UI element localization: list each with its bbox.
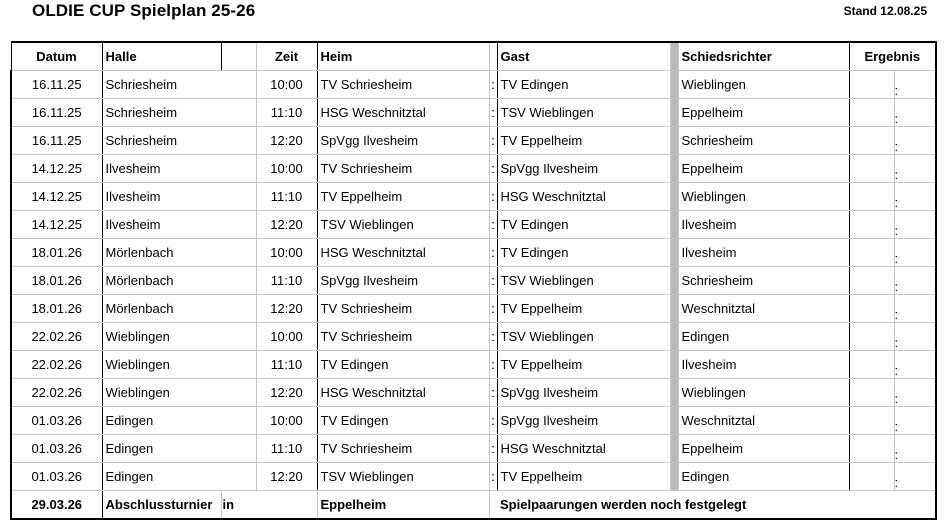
header-schiedsrichter: Schiedsrichter xyxy=(678,42,849,71)
cell-gast: TV Edingen xyxy=(497,239,670,267)
cell-ergebnis-heim[interactable] xyxy=(849,351,894,379)
cell-ergebnis-heim[interactable] xyxy=(849,183,894,211)
cell-schiedsrichter: Weschnitztal xyxy=(678,407,849,435)
cell-halle: Schriesheim xyxy=(102,71,256,99)
cell-zeit: 10:00 xyxy=(256,239,317,267)
cell-separator: : xyxy=(489,127,497,155)
cell-separator: : xyxy=(489,323,497,351)
score-colon: : xyxy=(894,83,899,98)
cell-datum: 22.02.26 xyxy=(11,323,102,351)
cell-schiedsrichter: Weschnitztal xyxy=(678,295,849,323)
grey-divider xyxy=(670,351,678,379)
cell-ergebnis-gast[interactable] xyxy=(894,379,936,407)
status-date: Stand 12.08.25 xyxy=(843,4,927,18)
header-heim: Heim xyxy=(317,42,489,71)
schedule-table xyxy=(10,41,937,520)
cell-halle: Ilvesheim xyxy=(102,211,256,239)
table-row xyxy=(11,127,936,155)
cell-datum: 22.02.26 xyxy=(11,379,102,407)
cell-gast: TV Edingen xyxy=(497,71,670,99)
cell-halle: Wieblingen xyxy=(102,323,256,351)
cell-separator: : xyxy=(489,295,497,323)
table-row xyxy=(11,239,936,267)
cell-ergebnis-gast[interactable] xyxy=(894,127,936,155)
footer-datum: 29.03.26 xyxy=(11,491,102,520)
cell-ergebnis-heim[interactable] xyxy=(849,463,894,491)
cell-zeit: 10:00 xyxy=(256,407,317,435)
cell-zeit: 12:20 xyxy=(256,295,317,323)
cell-separator: : xyxy=(489,211,497,239)
cell-schiedsrichter: Schriesheim xyxy=(678,267,849,295)
cell-schiedsrichter: Wieblingen xyxy=(678,71,849,99)
header-gast: Gast xyxy=(497,42,670,71)
page-title: OLDIE CUP Spielplan 25-26 xyxy=(32,1,256,20)
header-halle: Halle xyxy=(102,42,221,71)
table-row xyxy=(11,99,936,127)
cell-schiedsrichter: Edingen xyxy=(678,463,849,491)
cell-schiedsrichter: Wieblingen xyxy=(678,183,849,211)
score-colon: : xyxy=(894,223,899,238)
cell-schiedsrichter: Ilvesheim xyxy=(678,351,849,379)
cell-ergebnis-heim[interactable] xyxy=(849,379,894,407)
score-colon: : xyxy=(894,335,899,350)
cell-heim: TV Schriesheim xyxy=(317,435,489,463)
cell-datum: 14.12.25 xyxy=(11,211,102,239)
cell-zeit: 11:10 xyxy=(256,267,317,295)
cell-separator: : xyxy=(489,463,497,491)
cell-ergebnis-heim[interactable] xyxy=(849,127,894,155)
score-colon: : xyxy=(894,279,899,294)
cell-halle: Mörlenbach xyxy=(102,239,256,267)
cell-gast: SpVgg Ilvesheim xyxy=(497,155,670,183)
cell-halle: Wieblingen xyxy=(102,351,256,379)
grey-divider xyxy=(670,99,678,127)
cell-gast: TV Edingen xyxy=(497,211,670,239)
cell-gast: HSG Weschnitztal xyxy=(497,183,670,211)
cell-schiedsrichter: Ilvesheim xyxy=(678,239,849,267)
cell-schiedsrichter: Wieblingen xyxy=(678,379,849,407)
cell-gast: TSV Wieblingen xyxy=(497,323,670,351)
header-datum: Datum xyxy=(11,42,102,71)
cell-separator: : xyxy=(489,435,497,463)
grey-divider xyxy=(670,267,678,295)
table-row xyxy=(11,211,936,239)
grey-divider xyxy=(670,463,678,491)
cell-ergebnis-heim[interactable] xyxy=(849,435,894,463)
cell-heim: SpVgg Ilvesheim xyxy=(317,267,489,295)
cell-heim: TV Eppelheim xyxy=(317,183,489,211)
cell-zeit: 10:00 xyxy=(256,323,317,351)
cell-ergebnis-gast[interactable] xyxy=(894,239,936,267)
cell-datum: 16.11.25 xyxy=(11,71,102,99)
grey-divider xyxy=(670,127,678,155)
cell-datum: 01.03.26 xyxy=(11,407,102,435)
score-colon: : xyxy=(894,139,899,154)
cell-gast: TSV Wieblingen xyxy=(497,99,670,127)
cell-ergebnis-heim[interactable] xyxy=(849,323,894,351)
cell-gast: TV Eppelheim xyxy=(497,351,670,379)
cell-halle: Schriesheim xyxy=(102,99,256,127)
grey-divider xyxy=(670,155,678,183)
cell-schiedsrichter: Ilvesheim xyxy=(678,211,849,239)
cell-separator: : xyxy=(489,379,497,407)
cell-halle: Edingen xyxy=(102,407,256,435)
cell-datum: 16.11.25 xyxy=(11,99,102,127)
cell-ergebnis-gast[interactable] xyxy=(894,435,936,463)
table-row xyxy=(11,71,936,99)
cell-separator: : xyxy=(489,239,497,267)
cell-datum: 14.12.25 xyxy=(11,155,102,183)
cell-ergebnis-heim[interactable] xyxy=(849,211,894,239)
cell-schiedsrichter: Schriesheim xyxy=(678,127,849,155)
cell-zeit: 10:00 xyxy=(256,155,317,183)
cell-schiedsrichter: Eppelheim xyxy=(678,155,849,183)
cell-halle: Ilvesheim xyxy=(102,183,256,211)
cell-zeit: 12:20 xyxy=(256,463,317,491)
cell-zeit: 11:10 xyxy=(256,435,317,463)
cell-heim: TV Schriesheim xyxy=(317,71,489,99)
cell-schiedsrichter: Eppelheim xyxy=(678,99,849,127)
cell-separator: : xyxy=(489,71,497,99)
cell-heim: TV Schriesheim xyxy=(317,155,489,183)
score-colon: : xyxy=(894,111,899,126)
cell-separator: : xyxy=(489,407,497,435)
cell-datum: 22.02.26 xyxy=(11,351,102,379)
cell-gast: TV Eppelheim xyxy=(497,463,670,491)
cell-ergebnis-heim[interactable] xyxy=(849,407,894,435)
cell-ergebnis-gast[interactable] xyxy=(894,211,936,239)
cell-halle: Edingen xyxy=(102,435,256,463)
cell-datum: 18.01.26 xyxy=(11,267,102,295)
header-ergebnis: Ergebnis xyxy=(849,42,936,71)
grey-divider xyxy=(670,211,678,239)
grey-divider xyxy=(670,379,678,407)
table-row xyxy=(11,267,936,295)
grey-divider xyxy=(670,435,678,463)
table-row xyxy=(11,463,936,491)
cell-ergebnis-heim[interactable] xyxy=(849,99,894,127)
grey-divider xyxy=(670,239,678,267)
cell-ergebnis-heim[interactable] xyxy=(849,71,894,99)
cell-ergebnis-gast[interactable] xyxy=(894,463,936,491)
table-row xyxy=(11,435,936,463)
cell-heim: HSG Weschnitztal xyxy=(317,99,489,127)
cell-halle: Edingen xyxy=(102,463,256,491)
cell-gast: TSV Wieblingen xyxy=(497,267,670,295)
footer-row xyxy=(11,491,936,520)
score-colon: : xyxy=(894,447,899,462)
score-colon: : xyxy=(894,167,899,182)
cell-heim: TSV Wieblingen xyxy=(317,211,489,239)
header-zeit: Zeit xyxy=(256,42,317,71)
grey-divider xyxy=(670,407,678,435)
cell-ergebnis-gast[interactable] xyxy=(894,99,936,127)
cell-ergebnis-heim[interactable] xyxy=(849,239,894,267)
cell-heim: TV Edingen xyxy=(317,407,489,435)
cell-heim: TV Edingen xyxy=(317,351,489,379)
footer-ort: Eppelheim xyxy=(317,491,489,520)
table-row xyxy=(11,183,936,211)
cell-ergebnis-gast[interactable] xyxy=(894,323,936,351)
cell-schiedsrichter: Eppelheim xyxy=(678,435,849,463)
cell-datum: 14.12.25 xyxy=(11,183,102,211)
cell-heim: TV Schriesheim xyxy=(317,323,489,351)
table-row xyxy=(11,351,936,379)
footer-label: Abschlussturnier xyxy=(102,491,221,520)
cell-ergebnis-heim[interactable] xyxy=(849,295,894,323)
cell-halle: Schriesheim xyxy=(102,127,256,155)
cell-ergebnis-gast[interactable] xyxy=(894,295,936,323)
cell-datum: 18.01.26 xyxy=(11,295,102,323)
score-colon: : xyxy=(894,251,899,266)
cell-ergebnis-gast[interactable] xyxy=(894,155,936,183)
cell-halle: Ilvesheim xyxy=(102,155,256,183)
table-row xyxy=(11,379,936,407)
cell-ergebnis-heim[interactable] xyxy=(849,155,894,183)
score-colon: : xyxy=(894,419,899,434)
cell-ergebnis-heim[interactable] xyxy=(849,267,894,295)
cell-separator: : xyxy=(489,351,497,379)
table-row xyxy=(11,295,936,323)
cell-heim: HSG Weschnitztal xyxy=(317,379,489,407)
cell-halle: Mörlenbach xyxy=(102,267,256,295)
cell-schiedsrichter: Edingen xyxy=(678,323,849,351)
cell-halle: Wieblingen xyxy=(102,379,256,407)
cell-gast: HSG Weschnitztal xyxy=(497,435,670,463)
table-row xyxy=(11,407,936,435)
cell-datum: 01.03.26 xyxy=(11,463,102,491)
score-colon: : xyxy=(894,475,899,490)
cell-zeit: 10:00 xyxy=(256,71,317,99)
cell-ergebnis-gast[interactable] xyxy=(894,407,936,435)
cell-ergebnis-gast[interactable] xyxy=(894,183,936,211)
cell-zeit: 11:10 xyxy=(256,351,317,379)
cell-datum: 01.03.26 xyxy=(11,435,102,463)
grey-divider xyxy=(670,323,678,351)
cell-gast: TV Eppelheim xyxy=(497,127,670,155)
cell-ergebnis-gast[interactable] xyxy=(894,351,936,379)
cell-datum: 18.01.26 xyxy=(11,239,102,267)
score-colon: : xyxy=(894,363,899,378)
table-header-row xyxy=(11,42,936,71)
cell-zeit: 12:20 xyxy=(256,127,317,155)
cell-ergebnis-gast[interactable] xyxy=(894,71,936,99)
cell-datum: 16.11.25 xyxy=(11,127,102,155)
cell-zeit: 12:20 xyxy=(256,211,317,239)
grey-divider xyxy=(670,295,678,323)
cell-heim: TV Schriesheim xyxy=(317,295,489,323)
cell-gast: SpVgg Ilvesheim xyxy=(497,379,670,407)
cell-heim: SpVgg Ilvesheim xyxy=(317,127,489,155)
cell-separator: : xyxy=(489,183,497,211)
grey-divider xyxy=(670,71,678,99)
score-colon: : xyxy=(894,391,899,406)
score-colon: : xyxy=(894,307,899,322)
cell-ergebnis-gast[interactable] xyxy=(894,267,936,295)
cell-separator: : xyxy=(489,99,497,127)
cell-separator: : xyxy=(489,267,497,295)
cell-heim: HSG Weschnitztal xyxy=(317,239,489,267)
cell-separator: : xyxy=(489,155,497,183)
cell-zeit: 12:20 xyxy=(256,379,317,407)
grey-divider xyxy=(670,183,678,211)
cell-gast: SpVgg Ilvesheim xyxy=(497,407,670,435)
cell-zeit: 11:10 xyxy=(256,99,317,127)
table-row xyxy=(11,323,936,351)
footer-hinweis: Spielpaarungen werden noch festgelegt xyxy=(497,491,936,520)
score-colon: : xyxy=(894,195,899,210)
cell-halle: Mörlenbach xyxy=(102,295,256,323)
cell-heim: TSV Wieblingen xyxy=(317,463,489,491)
cell-zeit: 11:10 xyxy=(256,183,317,211)
table-row xyxy=(11,155,936,183)
footer-in: in xyxy=(221,491,317,520)
cell-gast: TV Eppelheim xyxy=(497,295,670,323)
